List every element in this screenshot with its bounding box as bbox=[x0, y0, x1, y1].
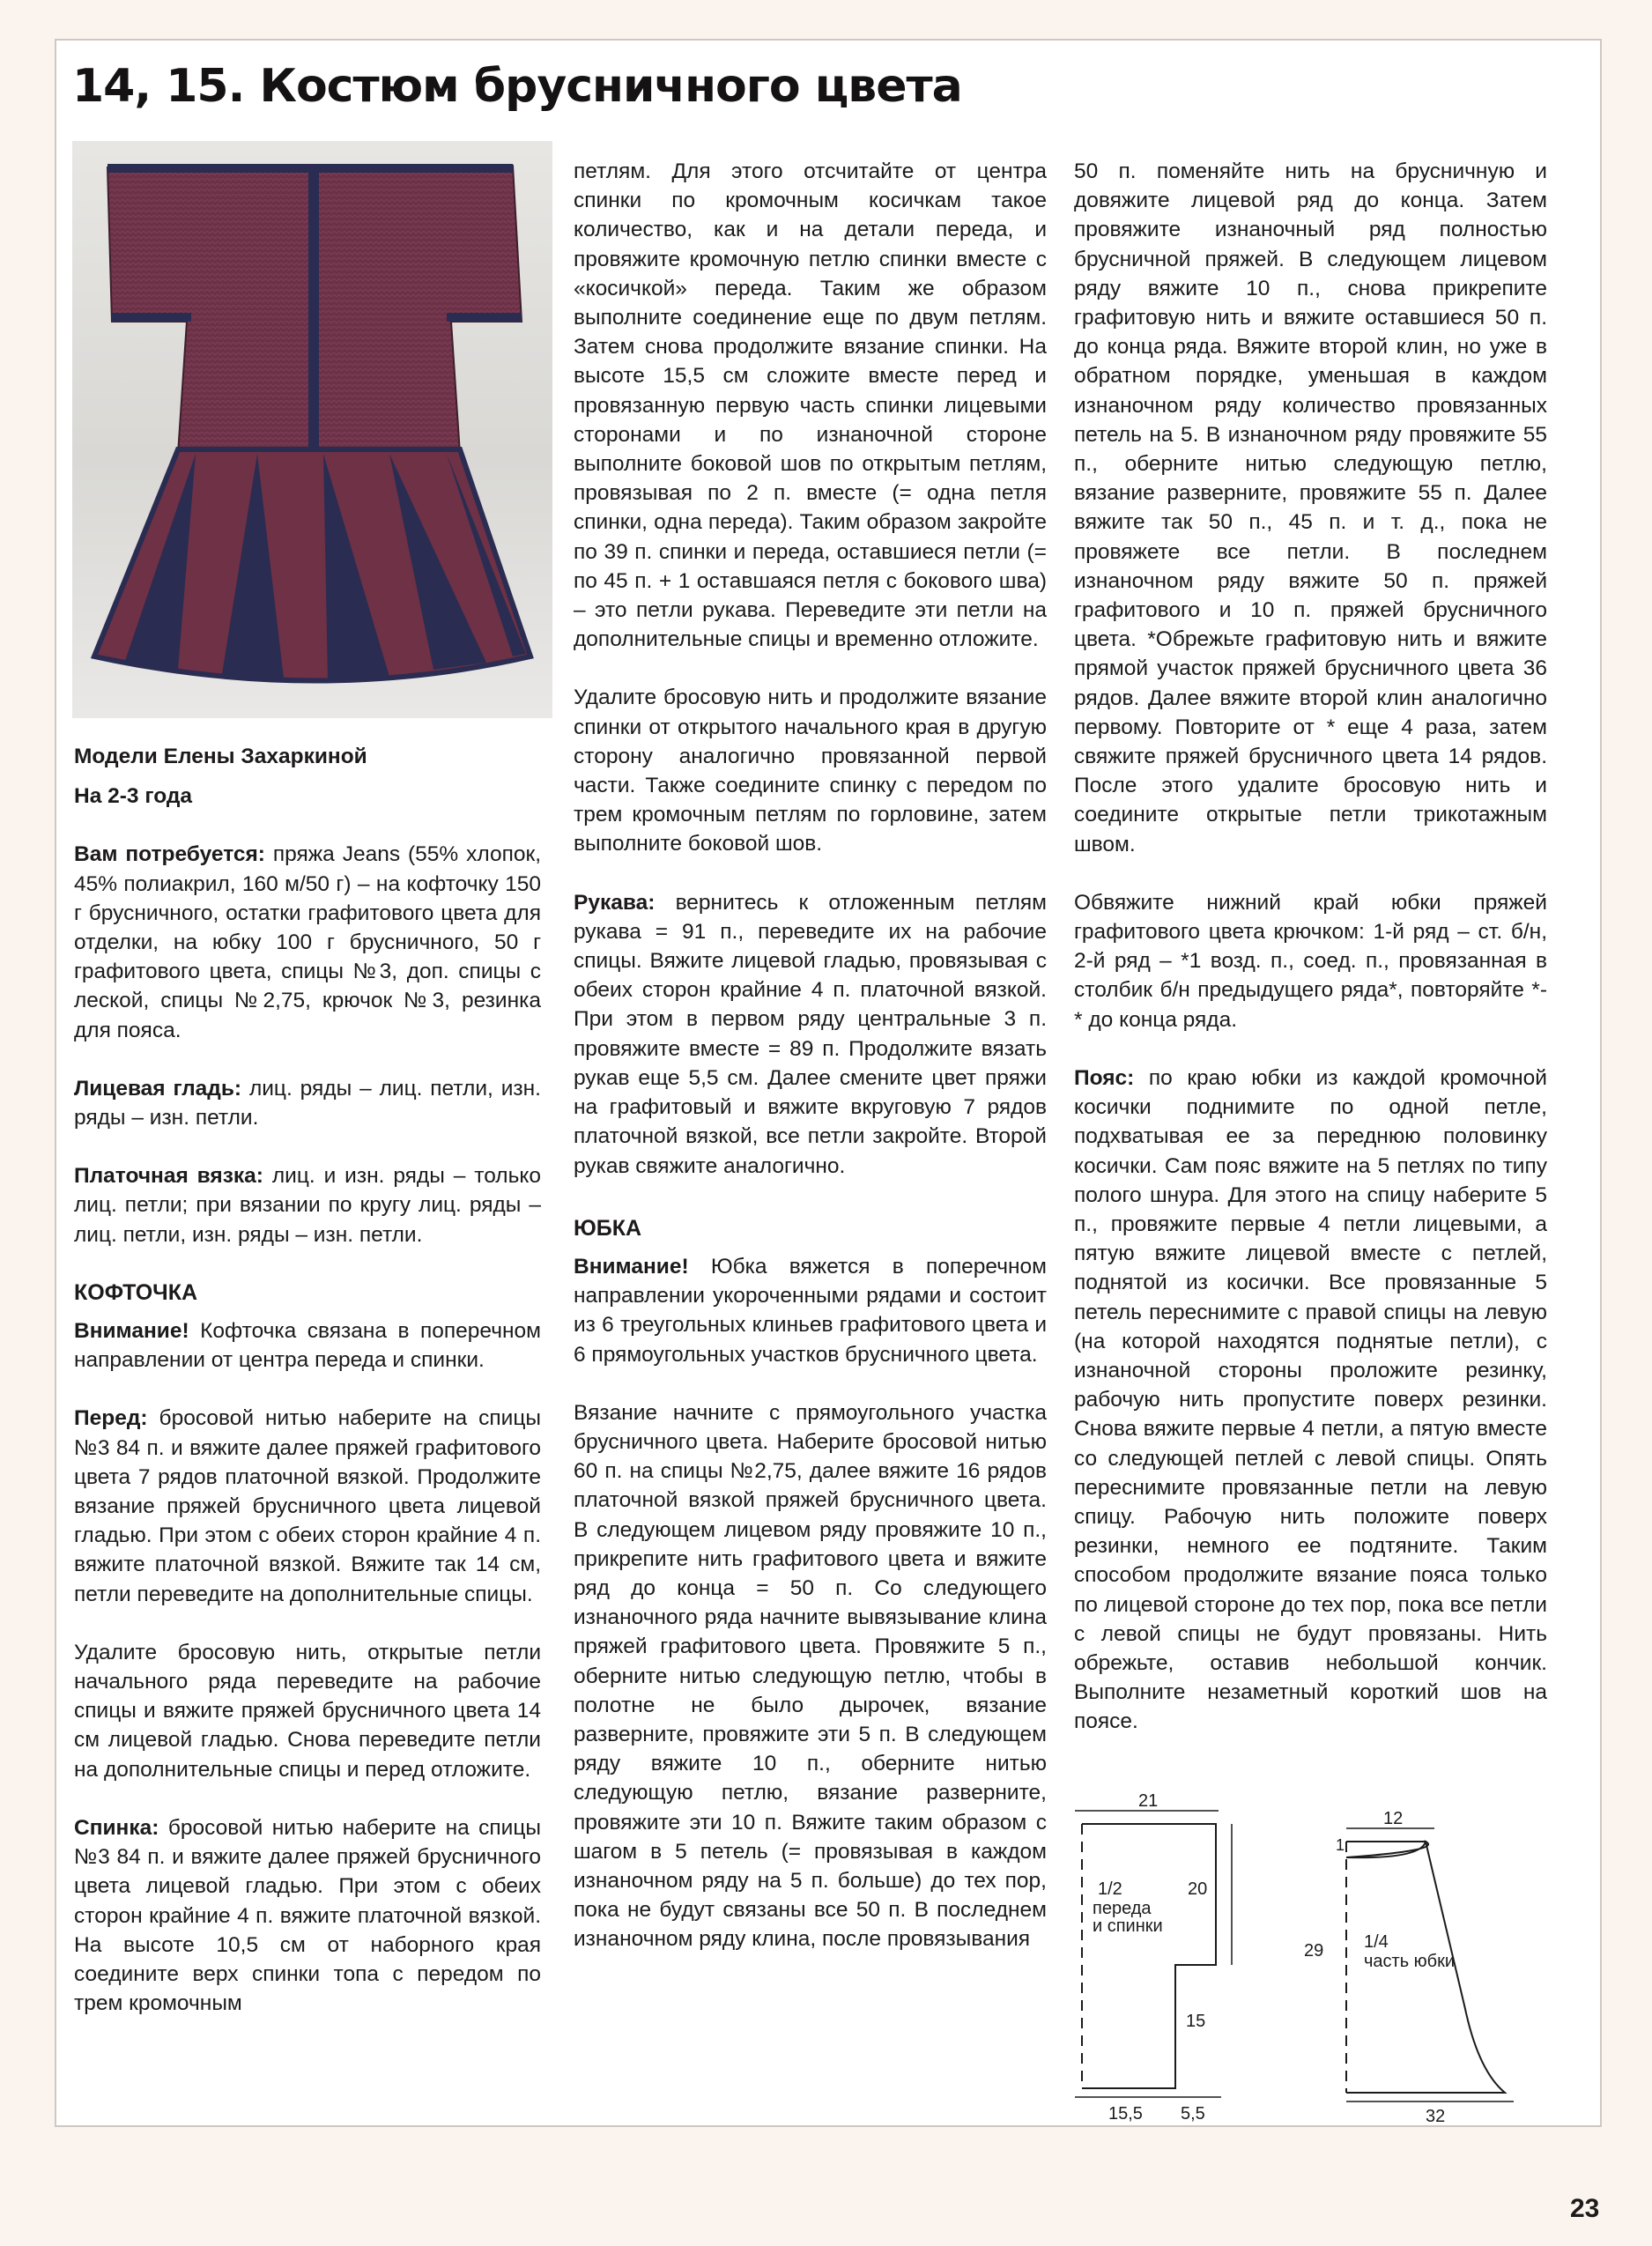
skirt-bottom-label: 32 bbox=[1426, 2107, 1446, 2126]
blouse-diagram bbox=[1075, 1791, 1232, 2124]
col3-paragraph-1: 50 п. поменяйте нить на брусничную и довяжите лицевой ряд до конца. Затем провяжите изнаночный ряд полностью брусничной пряжей. В следующем лицевом ряду вяжите 10 п., снова прикрепите графитовую нить и вяжите оставшиеся 50 п. до конца ряда. Вяжите второй клин, но уже в обратном порядке, уменьшая в каждом изнаночном ряду количество провязанных петель на 5. В изнаночном ряду провяжите 55 п., оберните нитью следующую петлю, вязание разверните, провяжите 55 п. Далее вяжите так 50 п., 45 п. и т. д., пока не провяжете все петли. В последнем изнаночном ряду вяжите 50 п. пряжей графитового и 10 п. пряжей брусничного цвета. *Обрежьте графитовую нить и вяжите прямой участок пряжей брусничного цвета 36 рядов. Далее вяжите второй клин аналогично первому. Повторите от * еще 4 раза, затем свяжите пряжей брусничного цвета 14 рядов. После этого удалите бросовую нить и соедините открытые петли трикотажным швом. bbox=[1074, 159, 1547, 856]
diagrams-svg bbox=[1073, 1789, 1567, 2124]
belt-paragraph: Пояс: по краю юбки из каждой кромочной косички поднимите по одной петле, подхватывая ее за переднюю половинку косички. Сам пояс вяжите на 5 петлях по типу полого шнура. Для этого на спицу наберите 5 п., провяжите первые 4 петли лицевыми, а пятую вяжите лицевой вместе с петлей, поднятой из косички. Все провязанные 5 петель переснимите с правой спицы на левую (на которой находятся поднятые петли), с изнаночной стороны проложите резинку, рабочую нить пропустите поверх резинки. Снова вяжите первые 4 петли, а пятую вместе со следующей петлей с левой спицы. Опять переснимите провязанные петли на левую спицу. Рабочую нить положите поверх резинки, немного ее подтяните. Таким способом продолжите вязание пояса только по лицевой стороне до тех пор, пока все петли с левой спицы не будут провязаны. Нить обрежьте, оставив небольшой кончик. Выполните незаметный короткий шов на поясе. bbox=[1074, 1065, 1547, 1734]
skirt-label-2: часть юбки bbox=[1364, 1952, 1456, 1971]
column-1 bbox=[74, 742, 541, 2047]
skirt-height-label: 29 bbox=[1304, 1941, 1324, 1961]
blouse-height-label: 20 bbox=[1188, 1879, 1208, 1899]
skirt-small-label: 1 bbox=[1336, 1836, 1345, 1854]
blouse-label-3: и спинки bbox=[1093, 1916, 1163, 1936]
blouse-label-1: 1/2 bbox=[1098, 1879, 1122, 1899]
blouse-label-2: переда bbox=[1093, 1899, 1152, 1918]
skirt-diagram bbox=[1304, 1809, 1514, 2126]
age-line: На 2-3 года bbox=[74, 784, 193, 809]
col2-paragraph-2: Удалите бросовую нить и продолжите вязание спинки от открытого начального края в другую сторону аналогично провязанной первой части. Также соедините спинку с передом по трем кромочным петлям по горловине, затем выполните боковой шов. bbox=[574, 686, 1047, 856]
skirt-top-label: 12 bbox=[1383, 1809, 1404, 1828]
blouse-heading: КОФТОЧКА bbox=[74, 1279, 198, 1305]
skirt-label-1: 1/4 bbox=[1364, 1932, 1389, 1952]
blouse-bottom-right-label: 5,5 bbox=[1181, 2104, 1205, 2124]
page-number: 23 bbox=[1570, 2194, 1600, 2223]
center-stripe bbox=[308, 167, 319, 454]
blouse-sleeve-label: 15 bbox=[1186, 2012, 1206, 2031]
garment-illustration bbox=[72, 141, 552, 718]
skirt-heading: ЮБКА bbox=[574, 1215, 642, 1241]
col3-paragraph-2: Обвяжите нижний край юбки пряжей графитового цвета крючком: 1-й ряд – ст. б/н, 2-й ряд – *1 возд. п., соед. п., провязанная в столбик б/н предыдущего ряда*, повторяйте *-* до конца ряда. bbox=[1074, 890, 1547, 1032]
column-3 bbox=[1074, 157, 1547, 1766]
blouse-bottom-left-label: 15,5 bbox=[1108, 2104, 1143, 2124]
col2-paragraph-1: петлям. Для этого отсчитайте от центра спинки по кромочным косичкам такое количество, как и на детали переда, и провяжите кромочную петлю спинки вместе с «косичкой» переда. Таким же образом выполните соединение еще по двум петлям. Затем снова продолжите вязание спинки. На высоте 15,5 см сложите вместе перед и провязанную первую часть спинки лицевыми сторонами и по изнаночной стороне выполните боковой шов по открытым петлям, провязывая по 2 п. вместе (= одна петля спинки, одна переда). Таким образом закройте по 39 п. спинки и переда, оставшиеся петли (= по 45 п. + 1 оставшаяся петля с бокового шва) – это петли рукава. Переведите эти петли на дополнительные спицы и временно отложите. bbox=[574, 159, 1047, 652]
skirt-attention: Внимание! Юбка вяжется в поперечном направлении укороченными рядами и состоит из 6 треугольных клиньев графитового цвета и 6 прямоугольных участков брусничного цвета. bbox=[574, 1254, 1047, 1367]
front-paragraph: Перед: бросовой нитью наберите на спицы №3 84 п. и вяжите далее пряжей графитового цвета 7 рядов платочной вязкой. Продолжите вязание пряжей брусничного цвета лицевой гладью. При этом с обеих сторон крайние 4 п. вяжите платочной вязкой. Вяжите так 14 см, петли переведите на дополнительные спицы. bbox=[74, 1406, 541, 1606]
author-line: Модели Елены Захаркиной bbox=[74, 745, 367, 768]
stockinette-paragraph: Лицевая гладь: лиц. ряды – лиц. петли, изн. ряды – изн. петли. bbox=[74, 1076, 541, 1130]
front-paragraph-2: Удалите бросовую нить, открытые петли начального ряда переведите на рабочие спицы и вяжите пряжей брусничного цвета 14 см лицевой гладью. Снова переведите петли на дополнительные спицы и перед отложите. bbox=[74, 1640, 541, 1782]
back-paragraph: Спинка: бросовой нитью наберите на спицы №3 84 п. и вяжите далее пряжей брусничного цвета лицевой гладью. При этом с обеих сторон крайние 4 п. вяжите платочной вязкой. На высоте 10,5 см от наборного края соедините верх спинки топа с передом по трем кромочным bbox=[74, 1815, 541, 2016]
blouse-attention: Внимание! Кофточка связана в поперечном направлении от центра переда и спинки. bbox=[74, 1319, 541, 1373]
sleeve-trim-left bbox=[112, 313, 191, 322]
sleeves-paragraph: Рукава: вернитесь к отложенным петлям рукава = 91 п., переведите их на рабочие спицы. Вяжите лицевой гладью, провязывая с обеих сторон крайние 4 п. платочной вязкой. При этом в первом ряду центральные 3 п. провяжите вместе = 89 п. Продолжите вязать рукав еще 5,5 см. Далее смените цвет пряжи на графитовый и вяжите вкруговую 7 рядов платочной вязкой, все петли закройте. Второй рукав свяжите аналогично. bbox=[574, 890, 1047, 1178]
garter-paragraph: Платочная вязка: лиц. и изн. ряды – только лиц. петли; при вязании по кругу лиц. ряды – лиц. петли, изн. ряды – изн. петли. bbox=[74, 1164, 541, 1247]
blouse-width-label: 21 bbox=[1138, 1791, 1159, 1811]
sleeve-trim-right bbox=[447, 313, 522, 322]
garment-photo bbox=[72, 141, 552, 718]
col2-paragraph-3: Вязание начните с прямоугольного участка брусничного цвета. Наберите бросовой нитью 60 п. на спицы №2,75, далее вяжите 16 рядов платочной вязкой пряжей брусничного цвета. В следующем лицевом ряду провяжите 10 п., прикрепите нить графитового цвета и вяжите ряд до конца = 50 п. Со следующего изнаночного ряда начните вывязывание клина пряжей графитового цвета. Провяжите 5 п., оберните нитью следующую петлю, чтобы в полотне не было дырочек, вязание разверните, провяжите эти 5 п. В следующем ряду вяжите 10 п., оберните нитью следующую петлю, вязание разверните, провяжите эти 10 п. Вяжите таким образом с шагом в 5 петель (= провязывая в каждом изнаночном ряду на 5 п. больше) до тех пор, пока не будут связаны все 50 п. В последнем изнаночном ряду клина, после провязывания bbox=[574, 1400, 1047, 1952]
pattern-diagrams bbox=[1073, 1789, 1567, 2124]
materials-paragraph: Вам потребуется: пряжа Jeans (55% хлопок, 45% полиакрил, 160 м/50 г) – на кофточку 150 г брусничного, остатки графитового цвета для отделки, на юбку 100 г брусничного, 50 г графитового цвета, спицы №3, доп. спицы с леской, спицы №2,75, крючок №3, резинка для пояса. bbox=[74, 842, 541, 1042]
page-title: 14, 15. Костюм брусничного цвета bbox=[72, 60, 962, 113]
column-2 bbox=[574, 157, 1047, 1983]
